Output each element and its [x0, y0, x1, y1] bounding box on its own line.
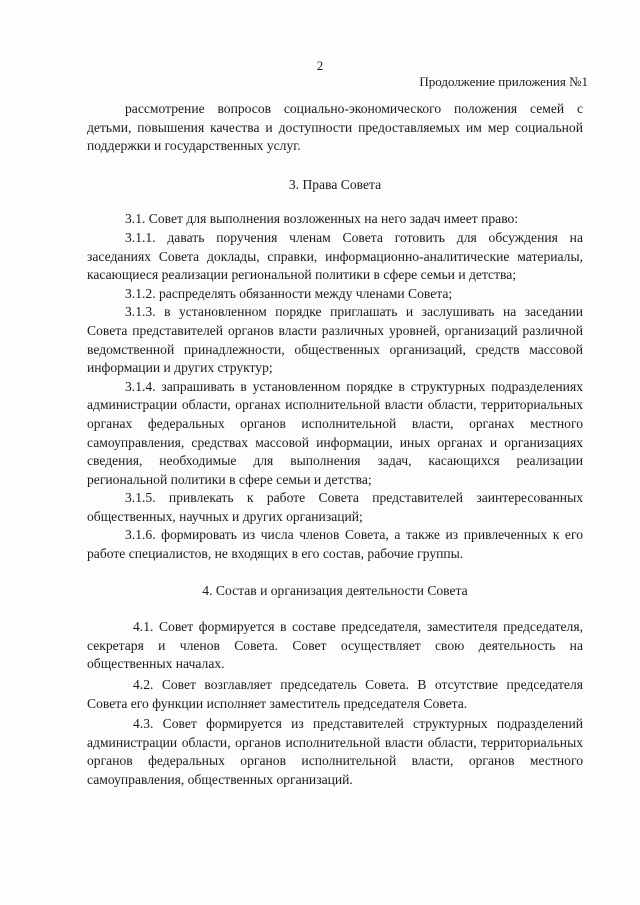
appendix-note: Продолжение приложения №1 — [419, 74, 588, 89]
clause-3-1: 3.1. Совет для выполнения возложенных на него задач имеет право: — [125, 211, 519, 227]
clause-3-1-3: 3.1.3. в установленном порядке приглашать и заслушивать на заседании Совета представителей органов власти различных уровней, организаций различной ведомственной принадлежности, общественных организаций, средств массовой информации и других структур; — [87, 304, 583, 376]
clause-4-2: 4.2. Совет возглавляет председатель Совета. В отсутствие председателя Совета его функции исполняет заместитель председателя Совета. — [87, 677, 583, 711]
section-3-heading: 3. Права Совета — [288, 176, 382, 192]
intro-paragraph: рассмотрение вопросов социально-экономического положения семей с детьми, повышения качества и доступности предоставляемых им мер социальной поддержки и государственных услуг. — [87, 101, 583, 154]
clause-3-1-4: 3.1.4. запрашивать в установленном порядке в структурных подразделениях администрации области, органах исполнительной власти области, территориальных органах федеральных органов исполнительной власти, органах местного самоуправления, средствах массовой информации, иных органах и организациях сведения, необходимые для выполнения задач, касающихся реализации региональной политики в сфере семьи и детства; — [87, 378, 583, 487]
clause-3-1-6: 3.1.6. формировать из числа членов Совета, а также из привлеченных к его работе специалистов, не входящих в его состав, рабочие группы. — [87, 527, 583, 562]
document-body — [87, 100, 583, 790]
clause-3-1-5: 3.1.5. привлекать к работе Совета представителей заинтересованных общественных, научных и других организаций; — [87, 490, 583, 524]
page-number: 2 — [316, 58, 324, 73]
clause-3-1-2: 3.1.2. распределять обязанности между членами Совета; — [125, 285, 453, 301]
clause-3-1-1: 3.1.1. давать поручения членам Совета готовить для обсуждения на заседаниях Совета доклады, справки, информационно-аналитические материалы, касающиеся реализации региональной политики в сфере семьи и детства; — [87, 229, 583, 283]
clause-4-1: 4.1. Совет формируется в составе председателя, заместителя председателя, секретаря и членов Совета. Совет осуществляет свою деятельность на общественных началах. — [87, 619, 583, 672]
clause-4-3: 4.3. Совет формируется из представителей структурных подразделений администрации области, органов исполнительной власти области, территориальных органов федеральных органов исполнительной власти, органов местного самоуправления, общественных организаций. — [87, 716, 583, 787]
section-4-heading: 4. Состав и организация деятельности Совета — [202, 582, 468, 598]
